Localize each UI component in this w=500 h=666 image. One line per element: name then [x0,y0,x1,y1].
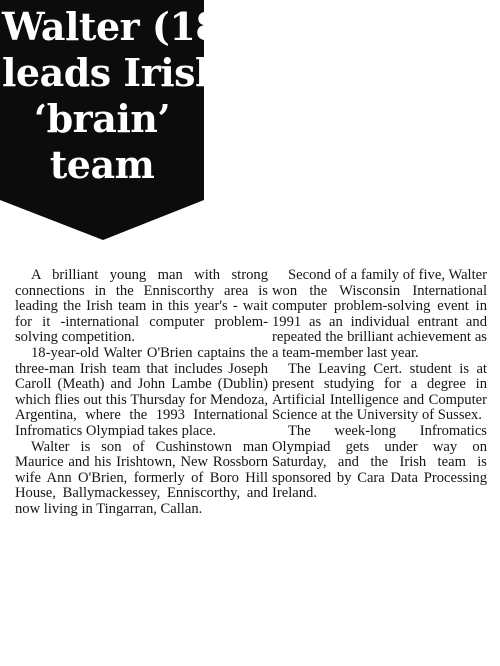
headline-banner [0,0,239,240]
article-paragraph: 18-year-old Walter O'Brien captains the three-man Irish team that includes Joseph Caroll (Meath) and John Lambe (Dublin) which flies out this Thursday for Mendoza, Argentina, where the 1993 International Infromatics Olympiad takes place. [15,344,268,439]
headline-line-2: leads Irish [2,50,223,95]
article-column-left [15,268,268,518]
headline-line-3: ‘brain’ [33,96,171,141]
article-paragraph: Second of a family of five, Walter won the Wisconsin International computer problem-solving event in 1991 as an individual entrant and repeated the brilliant achievement as a team-member last year. [272,267,487,361]
column-gutter [268,270,269,660]
article-paragraph: The week-long Infromatics Olympiad gets under way on Saturday, and the Irish team is sponsored by Cara Data Processing Ireland. [272,422,487,502]
article-column-right [272,268,487,502]
headline-line-4: team [49,142,155,187]
article-paragraph: A brilliant young man with strong connections in the Enniscorthy area is leading the Irish team in this year's - wait for it -international computer problem-solving competition. [15,267,268,346]
article-paragraph: The Leaving Cert. student is at present studying for a degree in Artificial Intelligence and Computer Science at the University of Sussex. [272,360,487,424]
headline-line-1: Walter (18) [2,4,239,49]
headline [2,4,239,188]
article-paragraph: Walter is son of Cushinstown man Maurice and his Irishtown, New Rossborn wife Ann O'Brien, formerly of Boro Hill House, Ballymackessey, Enniscorthy, and now living in Tingarran, Callan. [15,438,268,517]
